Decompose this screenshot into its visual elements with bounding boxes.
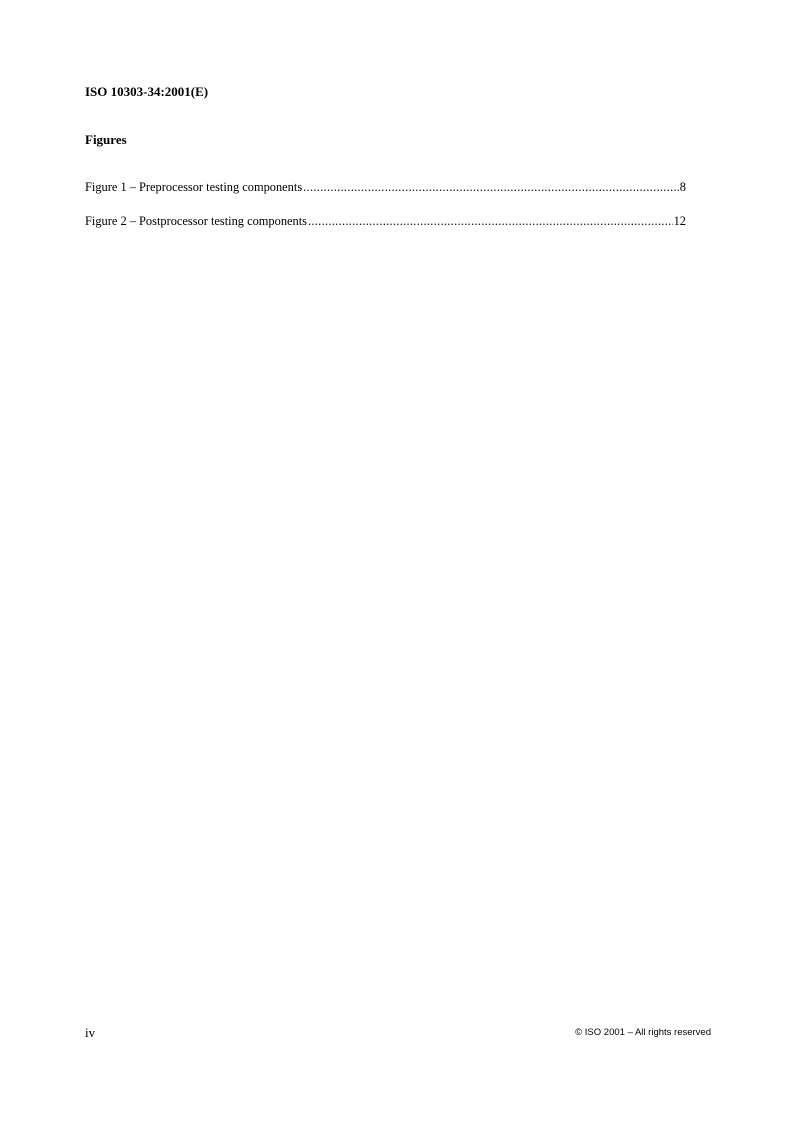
dot-leader bbox=[308, 213, 673, 229]
figure-entry-1[interactable] bbox=[85, 179, 686, 195]
figure-entry-title: Figure 1 – Preprocessor testing components bbox=[85, 180, 303, 194]
section-heading: Figures bbox=[85, 132, 127, 147]
figure-entry-page: 8 bbox=[679, 180, 686, 194]
list-of-figures bbox=[85, 179, 686, 247]
figure-entry-title: Figure 2 – Postprocessor testing components bbox=[85, 214, 307, 228]
figure-entry-page: 12 bbox=[673, 214, 686, 228]
figure-entry-2[interactable] bbox=[85, 213, 686, 229]
copyright-notice: © ISO 2001 – All rights reserved bbox=[575, 1027, 711, 1038]
page-number: iv bbox=[85, 1025, 96, 1040]
document-identifier: ISO 10303-34:2001(E) bbox=[85, 84, 209, 99]
dot-leader bbox=[303, 179, 679, 195]
